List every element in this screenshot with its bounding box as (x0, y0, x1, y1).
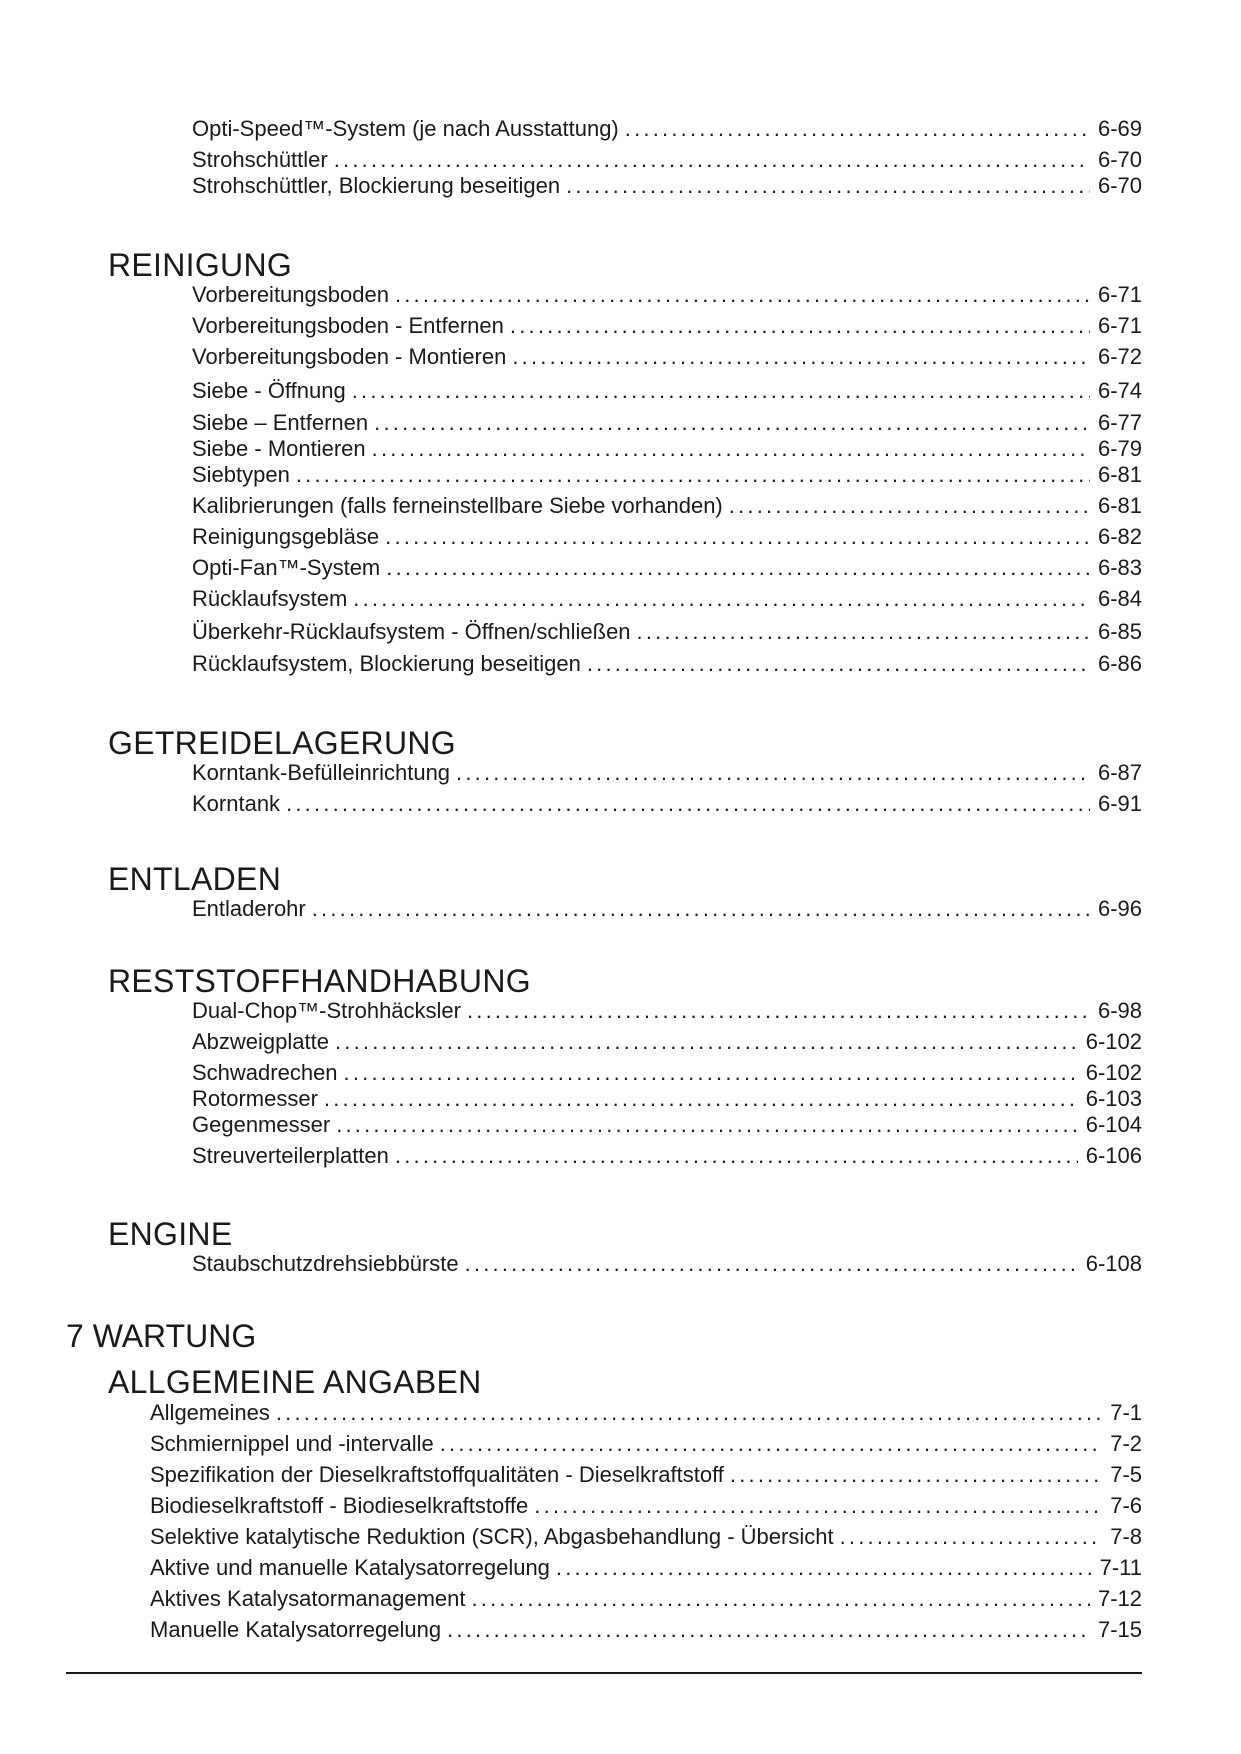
dot-leader (296, 462, 1090, 488)
dot-leader (456, 760, 1090, 786)
toc-entry[interactable] (150, 1400, 1142, 1426)
toc-entry-label: Siebe - Öffnung (192, 378, 346, 403)
toc-entry-label: Streuverteilerplatten (192, 1143, 389, 1168)
toc-entry-label: Opti-Speed™-System (je nach Ausstattung) (192, 116, 619, 141)
dot-leader (286, 791, 1090, 817)
section-heading-allgemeine-angaben: ALLGEMEINE ANGABEN (108, 1364, 482, 1400)
toc-entry-page: 6-70 (1097, 173, 1142, 198)
toc-entry-page: 7-5 (1110, 1462, 1142, 1487)
toc-entry[interactable] (192, 1060, 1142, 1086)
toc-entry[interactable] (192, 313, 1142, 339)
toc-entry-label: Schmiernippel und -intervalle (150, 1431, 434, 1456)
toc-entry-page: 6-74 (1097, 378, 1142, 403)
toc-entry-page: 6-91 (1097, 791, 1142, 816)
toc-entry-page: 7-6 (1110, 1493, 1142, 1518)
chapter-heading-wartung: 7 WARTUNG (66, 1318, 257, 1354)
dot-leader (276, 1400, 1102, 1426)
toc-entry[interactable] (192, 344, 1142, 370)
toc-entry[interactable] (192, 378, 1142, 404)
dot-leader (730, 1462, 1102, 1488)
toc-entry[interactable] (150, 1462, 1142, 1488)
toc-entry-label: Überkehr-Rücklaufsystem - Öffnen/schließen (192, 619, 631, 644)
section-heading-reststoffhandhabung: RESTSTOFFHANDHABUNG (108, 963, 531, 999)
toc-entry[interactable] (192, 173, 1142, 199)
toc-entry-label: Korntank (192, 791, 281, 816)
dot-leader (334, 147, 1090, 173)
section-heading-reinigung: REINIGUNG (108, 247, 293, 283)
dot-leader (395, 282, 1090, 308)
toc-entry-label: Rotormesser (192, 1086, 318, 1111)
dot-leader (467, 998, 1090, 1024)
dot-leader (386, 555, 1090, 581)
toc-entry[interactable] (192, 462, 1142, 488)
toc-entry-page: 7-1 (1110, 1400, 1142, 1425)
toc-entry-page: 6-106 (1085, 1143, 1142, 1168)
dot-leader (344, 1060, 1078, 1086)
toc-entry-label: Strohschüttler (192, 147, 328, 172)
toc-entry-page: 7-2 (1110, 1431, 1142, 1456)
toc-entry[interactable] (192, 436, 1142, 462)
dot-leader (335, 1029, 1078, 1055)
toc-entry-label: Vorbereitungsboden - Montieren (192, 344, 507, 369)
toc-entry-label: Rücklaufsystem (192, 586, 348, 611)
toc-entry[interactable] (192, 896, 1142, 922)
dot-leader (587, 651, 1090, 677)
toc-entry-page: 7-11 (1099, 1555, 1142, 1580)
toc-entry[interactable] (192, 998, 1142, 1024)
toc-entry-label: Biodieselkraftstoff - Biodieselkraftstoffe (150, 1493, 529, 1518)
toc-entry[interactable] (192, 1112, 1142, 1138)
toc-entry-page: 6-98 (1097, 998, 1142, 1023)
footer-rule (66, 1672, 1142, 1674)
toc-entry-page: 6-81 (1097, 462, 1142, 487)
toc-entry[interactable] (192, 1029, 1142, 1055)
toc-entry-label: Aktives Katalysatormanagement (150, 1586, 466, 1611)
toc-entry-label: Opti-Fan™-System (192, 555, 381, 580)
toc-entry-label: Aktive und manuelle Katalysatorregelung (150, 1555, 550, 1580)
toc-entry-label: Siebe – Entfernen (192, 410, 369, 435)
toc-entry-page: 6-71 (1097, 282, 1142, 307)
toc-entry-page: 6-69 (1097, 116, 1142, 141)
toc-entry[interactable] (192, 619, 1142, 645)
toc-entry-label: Manuelle Katalysatorregelung (150, 1617, 442, 1642)
toc-entry-page: 6-85 (1097, 619, 1142, 644)
dot-leader (472, 1586, 1090, 1612)
toc-entry[interactable] (192, 116, 1142, 142)
toc-entry-page: 6-70 (1097, 147, 1142, 172)
dot-leader (440, 1431, 1103, 1457)
toc-entry[interactable] (192, 524, 1142, 550)
toc-entry[interactable] (150, 1524, 1142, 1550)
toc-entry-page: 6-81 (1097, 493, 1142, 518)
toc-entry[interactable] (192, 555, 1142, 581)
dot-leader (374, 410, 1090, 436)
toc-entry[interactable] (192, 760, 1142, 786)
toc-entry-page: 6-96 (1097, 896, 1142, 921)
dot-leader (385, 524, 1090, 550)
toc-entry-label: Entladerohr (192, 896, 306, 921)
toc-entry-label: Rücklaufsystem, Blockierung beseitigen (192, 651, 581, 676)
toc-entry-label: Staubschutzdrehsiebbürste (192, 1251, 459, 1276)
toc-entry-label: Vorbereitungsboden (192, 282, 389, 307)
toc-entry-page: 6-71 (1097, 313, 1142, 338)
toc-entry[interactable] (150, 1431, 1142, 1457)
toc-entry-page: 6-79 (1097, 436, 1142, 461)
toc-entry-page: 6-102 (1085, 1029, 1142, 1054)
toc-entry[interactable] (150, 1617, 1142, 1643)
dot-leader (729, 493, 1090, 519)
toc-entry-label: Dual-Chop™-Strohhäcksler (192, 998, 461, 1023)
dot-leader (352, 378, 1090, 404)
dot-leader (840, 1524, 1103, 1550)
toc-entry-label: Gegenmesser (192, 1112, 331, 1137)
toc-entry-page: 6-108 (1085, 1251, 1142, 1276)
toc-entry-label: Vorbereitungsboden - Entfernen (192, 313, 504, 338)
toc-entry-label: Strohschüttler, Blockierung beseitigen (192, 173, 561, 198)
section-heading-getreidelagerung: GETREIDELAGERUNG (108, 725, 456, 761)
toc-entry-label: Abzweigplatte (192, 1029, 329, 1054)
dot-leader (512, 344, 1090, 370)
dot-leader (312, 896, 1090, 922)
toc-entry-page: 7-15 (1097, 1617, 1142, 1642)
dot-leader (324, 1086, 1078, 1112)
toc-entry-label: Siebtypen (192, 462, 290, 487)
toc-entry-page: 6-86 (1097, 651, 1142, 676)
toc-entry[interactable] (150, 1586, 1142, 1612)
toc-entry[interactable] (150, 1493, 1142, 1519)
toc-entry-label: Kalibrierungen (falls ferneinstellbare Siebe vorhanden) (192, 493, 723, 518)
dot-leader (465, 1251, 1078, 1277)
toc-entry-label: Siebe - Montieren (192, 436, 366, 461)
toc-entry-label: Spezifikation der Dieselkraftstoffqualitäten - Dieselkraftstoff (150, 1462, 724, 1487)
dot-leader (447, 1617, 1090, 1643)
toc-entry[interactable] (192, 586, 1142, 612)
toc-entry-page: 6-83 (1097, 555, 1142, 580)
toc-entry[interactable] (150, 1555, 1142, 1581)
toc-entry-label: Schwadrechen (192, 1060, 338, 1085)
dot-leader (566, 173, 1090, 199)
toc-entry-page: 6-82 (1097, 524, 1142, 549)
toc-entry[interactable] (192, 791, 1142, 817)
toc-entry-page: 6-103 (1085, 1086, 1142, 1111)
toc-entry[interactable] (192, 282, 1142, 308)
toc-entry-label: Reinigungsgebläse (192, 524, 380, 549)
dot-leader (637, 619, 1090, 645)
section-heading-entladen: ENTLADEN (108, 861, 282, 897)
toc-entry-page: 6-102 (1085, 1060, 1142, 1085)
toc-entry-page: 6-72 (1097, 344, 1142, 369)
toc-entry[interactable] (192, 651, 1142, 677)
toc-entry-page: 7-8 (1110, 1524, 1142, 1549)
toc-entry-label: Allgemeines (150, 1400, 270, 1425)
toc-entry-page: 6-84 (1097, 586, 1142, 611)
dot-leader (395, 1143, 1078, 1169)
section-heading-engine: ENGINE (108, 1216, 233, 1252)
toc-entry-page: 6-104 (1085, 1112, 1142, 1137)
toc-entry[interactable] (192, 1086, 1142, 1112)
toc-entry-label: Korntank-Befülleinrichtung (192, 760, 451, 785)
toc-entry[interactable] (192, 1143, 1142, 1169)
toc-entry-page: 6-87 (1097, 760, 1142, 785)
toc-entry-page: 6-77 (1097, 410, 1142, 435)
dot-leader (372, 436, 1090, 462)
dot-leader (510, 313, 1090, 339)
toc-entry[interactable] (192, 493, 1142, 519)
dot-leader (534, 1493, 1102, 1519)
toc-entry[interactable] (192, 410, 1142, 436)
toc-entry[interactable] (192, 1251, 1142, 1277)
dot-leader (336, 1112, 1078, 1138)
toc-entry[interactable] (192, 147, 1142, 173)
toc-entry-page: 7-12 (1097, 1586, 1142, 1611)
dot-leader (353, 586, 1090, 612)
toc-entry-label: Selektive katalytische Reduktion (SCR), Abgasbehandlung - Übersicht (150, 1524, 834, 1549)
dot-leader (625, 116, 1090, 142)
dot-leader (556, 1555, 1092, 1581)
